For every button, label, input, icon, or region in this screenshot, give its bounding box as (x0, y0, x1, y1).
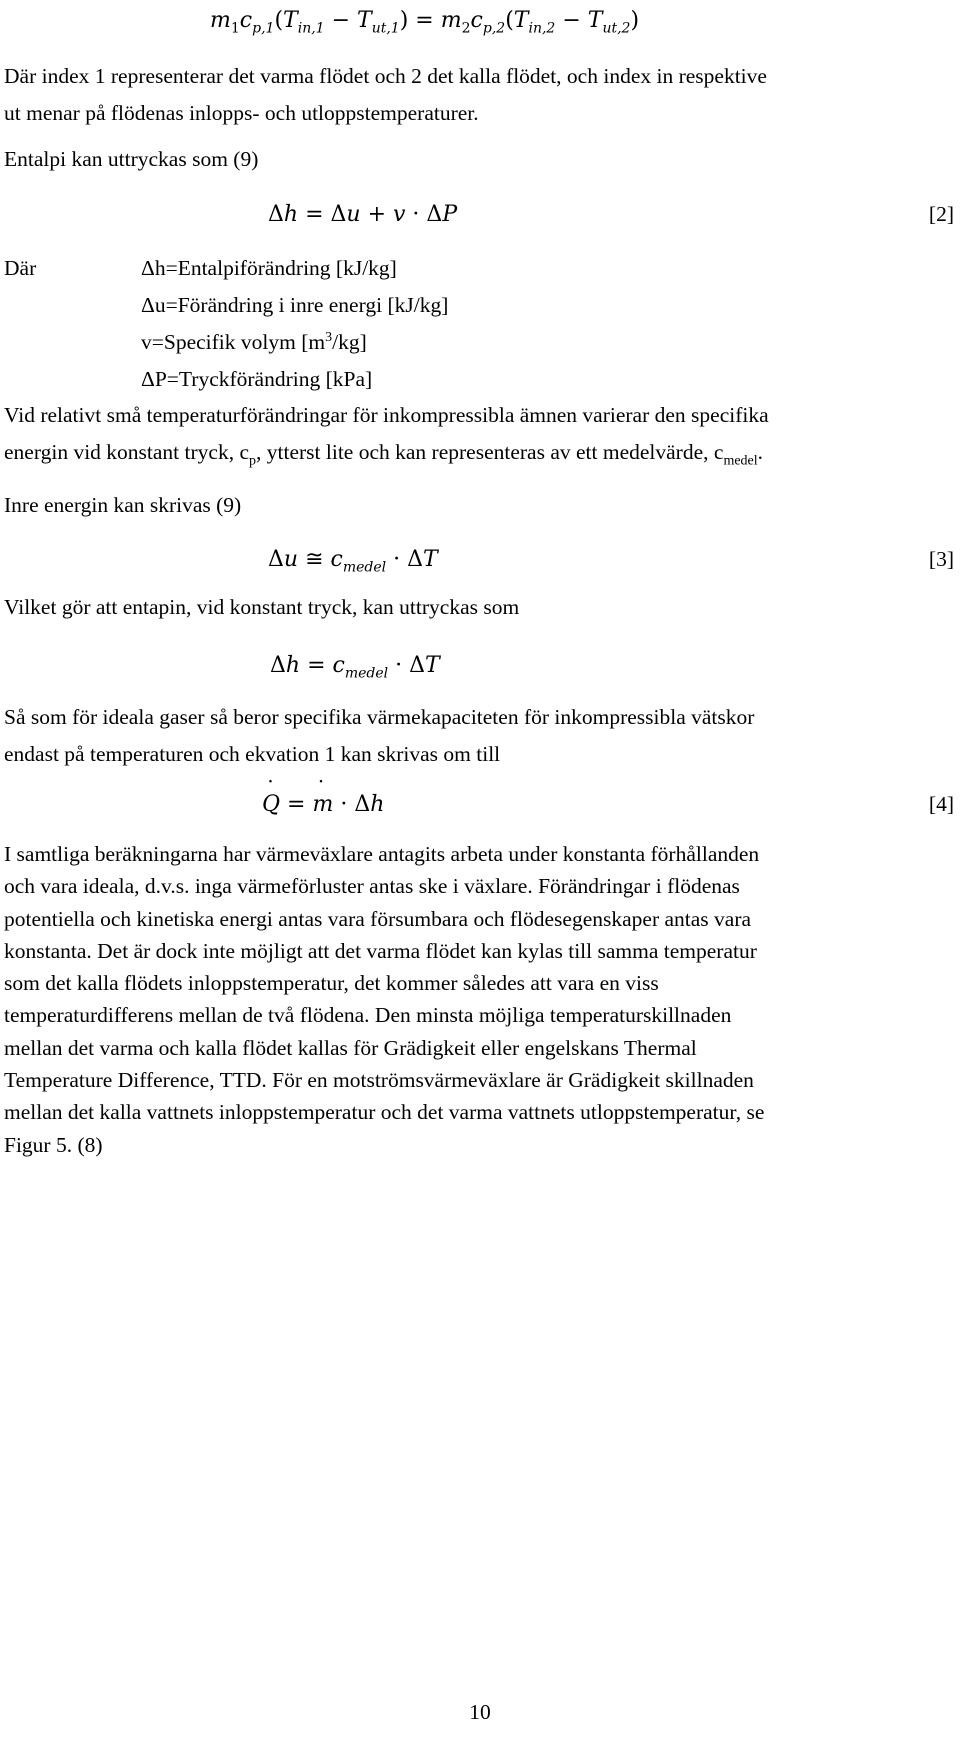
definition-specific-volume: v=Specifik volym $[m^3/kg]$ (141, 329, 367, 354)
equation-number: [4] (928, 792, 954, 816)
paragraph-specific-heat (4, 397, 954, 471)
definitions-label: Där (4, 256, 37, 280)
heat-rate-equation: Q ˙ = m ˙ · Δh (262, 786, 384, 823)
page-number: 10 (469, 1700, 491, 1724)
paragraph-line: Temperature Difference, TTD. För en motströmsvärmeväxlare är Grädigkeit skillnaden (4, 1068, 754, 1093)
paragraph-line: mellan det varma och kalla flödet kallas för Grädigkeit eller engelskans Thermal (4, 1035, 697, 1060)
internal-energy-equation: Δu ≅ $c_{medel} \cdot \Delta T$ (268, 547, 438, 576)
paragraph-line: och vara ideala, d.v.s. inga värmeförluster antas ske i växlare. Förändringar i flödenas (4, 874, 740, 899)
paragraph-line: mellan det kalla vattnets inloppstemperatur och det varma vattnets utloppstemperatur, se (4, 1100, 765, 1125)
energy-balance-equation: m $˙_1c_{p,1}(T_{in,1} - T_{ut,1}) = m$ $˙_2c_{p,2}(T_{in,2} - T_{ut,2})$ (210, 2, 639, 39)
paragraph-line: endast på temperaturen och ekvation 1 kan skrivas om till (4, 742, 501, 766)
enthalpy-equation: Δh = Δu + v · ΔP (268, 202, 458, 227)
paragraph-line: Så som för ideala gaser så beror specifika värmekapaciteten för inkompressibla vätskor (4, 705, 755, 729)
equation-number: [3] (928, 547, 954, 571)
paragraph-line: konstanta. Det är dock inte möjligt att det varma flödet kan kylas till samma temperatur (4, 938, 757, 963)
enthalpy-intro: Entalpi kan uttryckas som (9) (4, 147, 259, 171)
definition-pressure-change: ΔP=Tryckförändring [kPa] (141, 367, 373, 391)
paragraph-line: som det kalla flödets inloppstemperatur, det kommer således att vara en viss (4, 971, 659, 996)
paragraph-line: Där index 1 representerar det varma flödet och 2 det kalla flödet, och index in respektive (4, 64, 767, 88)
paragraph-index-explanation (4, 58, 954, 132)
definition-internal-energy-change: Δu=Förändring i inre energi [kJ/kg] (141, 293, 449, 317)
definition-list (141, 250, 448, 398)
internal-energy-intro: Inre energin kan skrivas (9) (4, 493, 242, 517)
enthalpy-medel-equation: $\Delta h = c_{medel} \cdot \Delta T$ (270, 653, 440, 682)
paragraph-line: ut menar på flödenas inlopps- och utloppstemperaturer. (4, 101, 479, 125)
paragraph-line: Figur 5. (8) (4, 1132, 103, 1157)
paragraph-line: temperaturdifferens mellan de två flödena. Den minsta möjliga temperaturskillnaden (4, 1003, 732, 1028)
paragraph-ideal-gases (4, 699, 954, 773)
paragraph-line: I samtliga beräkningarna har värmeväxlare antagits arbeta under konstanta förhållanden (4, 842, 760, 866)
enthalpy-const-pressure-intro: Vilket gör att entapin, vid konstant tryck, kan uttryckas som (4, 595, 520, 619)
paragraph-line: Vid relativt små temperaturförändringar för inkompressibla ämnen varierar den specifika (4, 403, 769, 427)
paragraph-assumptions (4, 838, 954, 1161)
paragraph-line: potentiella och kinetiska energi antas vara försumbara och flödesegenskaper antas vara (4, 906, 752, 931)
equation-number: [2] (928, 202, 954, 226)
paragraph-line: energin vid konstant tryck, $c_p$, ytterst lite och kan representeras av ett medelvärde, $c_{medel}$. (4, 440, 764, 469)
definition-enthalpy-change: Δh=Entalpiförändring [kJ/kg] (141, 256, 397, 280)
